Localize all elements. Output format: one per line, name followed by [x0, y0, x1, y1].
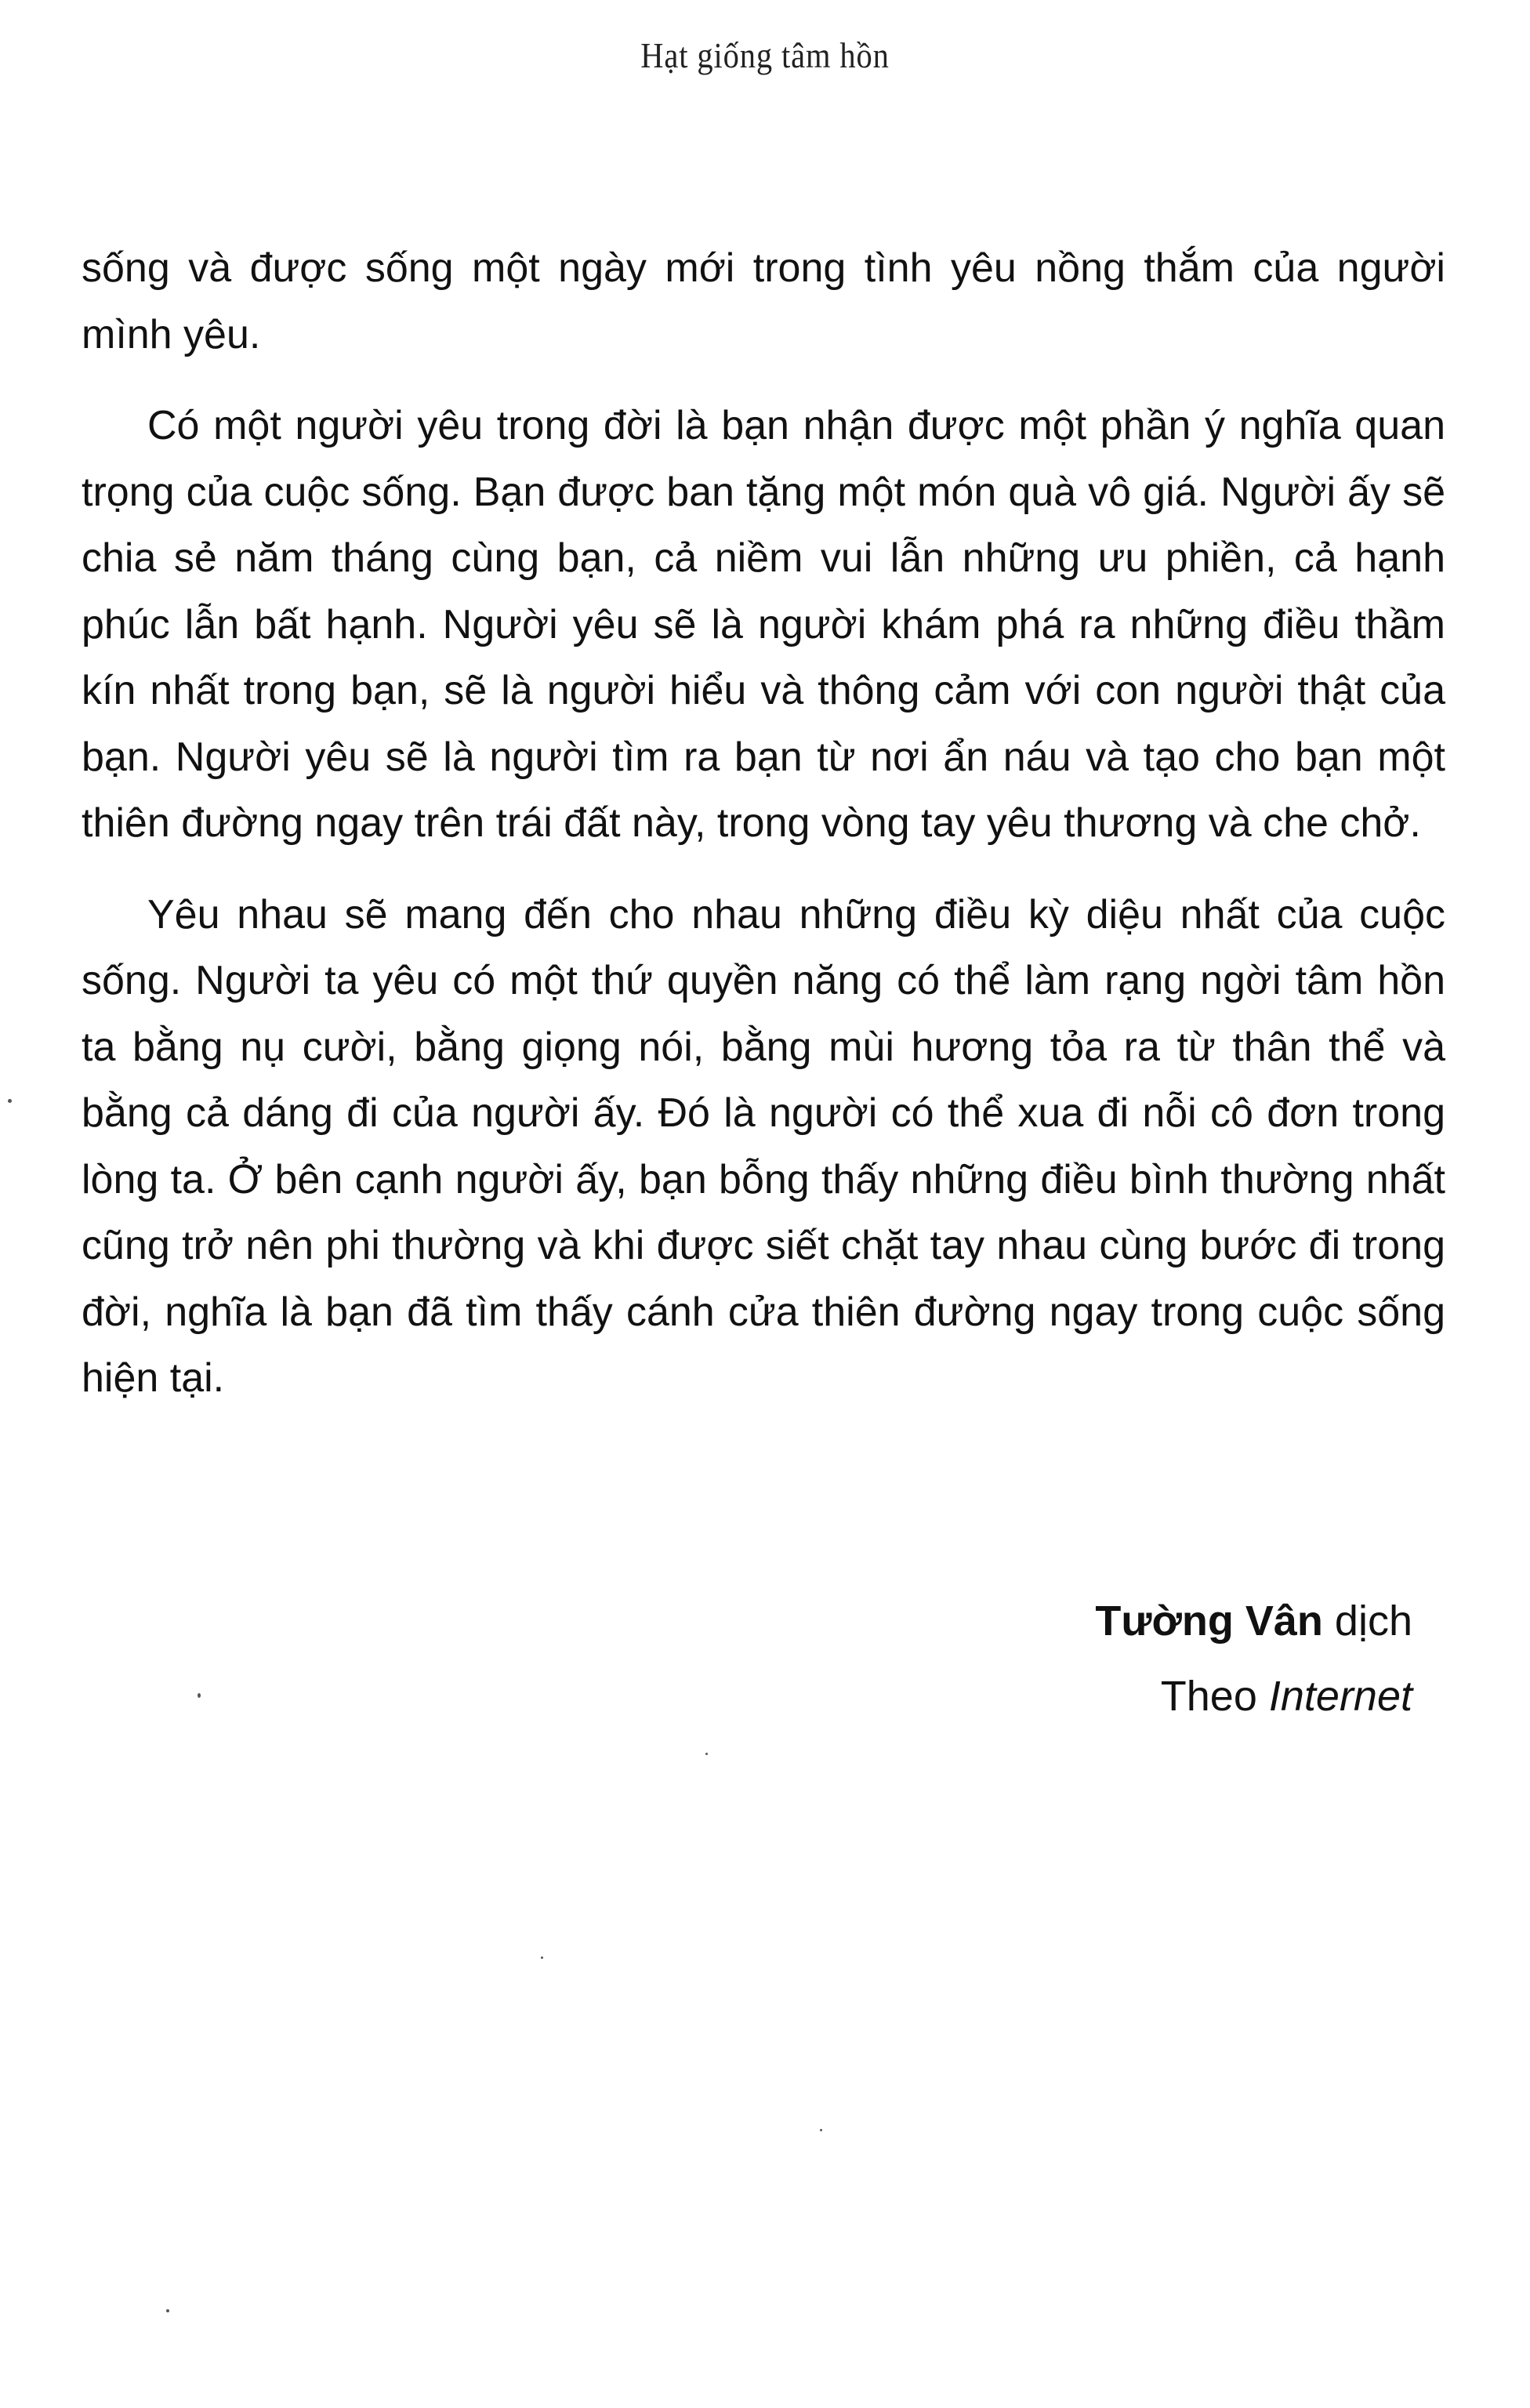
scan-speck: [820, 2129, 822, 2131]
translator-suffix: dịch: [1322, 1597, 1412, 1645]
scan-speck: [705, 1753, 708, 1755]
scan-speck: [198, 1693, 201, 1698]
paragraph-lover-meaning: Có một người yêu trong đời là bạn nhận được một phần ý nghĩa quan trọng của cuộc sống. Bạn được ban tặng một món quà vô giá. Người ấy sẽ chia sẻ năm tháng cùng bạn, cả niềm vui lẫn những ưu phiền, cả hạnh phúc lẫn bất hạnh. Người yêu sẽ là người khám phá ra những điều thầm kín nhất trong bạn, sẽ là người hiểu và thông cảm với con người thật của bạn. Người yêu sẽ là người tìm ra bạn từ nơi ẩn náu và tạo cho bạn một thiên đường ngay trên trái đất này, trong vòng tay yêu thương và che chở.: [82, 403, 1445, 846]
scan-speck: [8, 1099, 12, 1103]
translator-name: Tường Vân: [1095, 1597, 1323, 1645]
paragraph-continuation: sống và được sống một ngày mới trong tình yêu nồng thắm của người mình yêu.: [82, 245, 1445, 357]
signature-block: [1095, 1583, 1412, 1734]
scan-speck: [166, 2309, 169, 2312]
running-header: Hạt giống tâm hồn: [640, 35, 890, 75]
translator-credit: [1095, 1583, 1412, 1659]
source-name: Internet: [1268, 1673, 1412, 1720]
scan-speck: [541, 1956, 543, 1959]
paragraph-love-wonders: Yêu nhau sẽ mang đến cho nhau những điều kỳ diệu nhất của cuộc sống. Người ta yêu có một thứ quyền năng có thể làm rạng ngời tâm hồn ta bằng nụ cười, bằng giọng nói, bằng mùi hương tỏa ra từ thân thể và bằng cả dáng đi của người ấy. Đó là người có thể xua đi nỗi cô đơn trong lòng ta. Ở bên cạnh người ấy, bạn bỗng thấy những điều bình thường nhất cũng trở nên phi thường và khi được siết chặt tay nhau cùng bước đi trong đời, nghĩa là bạn đã tìm thấy cánh cửa thiên đường ngay trong cuộc sống hiện tại.: [82, 891, 1445, 1401]
source-prefix: Theo: [1160, 1673, 1269, 1720]
source-credit: [1095, 1659, 1412, 1734]
body-text: [82, 235, 1445, 1437]
